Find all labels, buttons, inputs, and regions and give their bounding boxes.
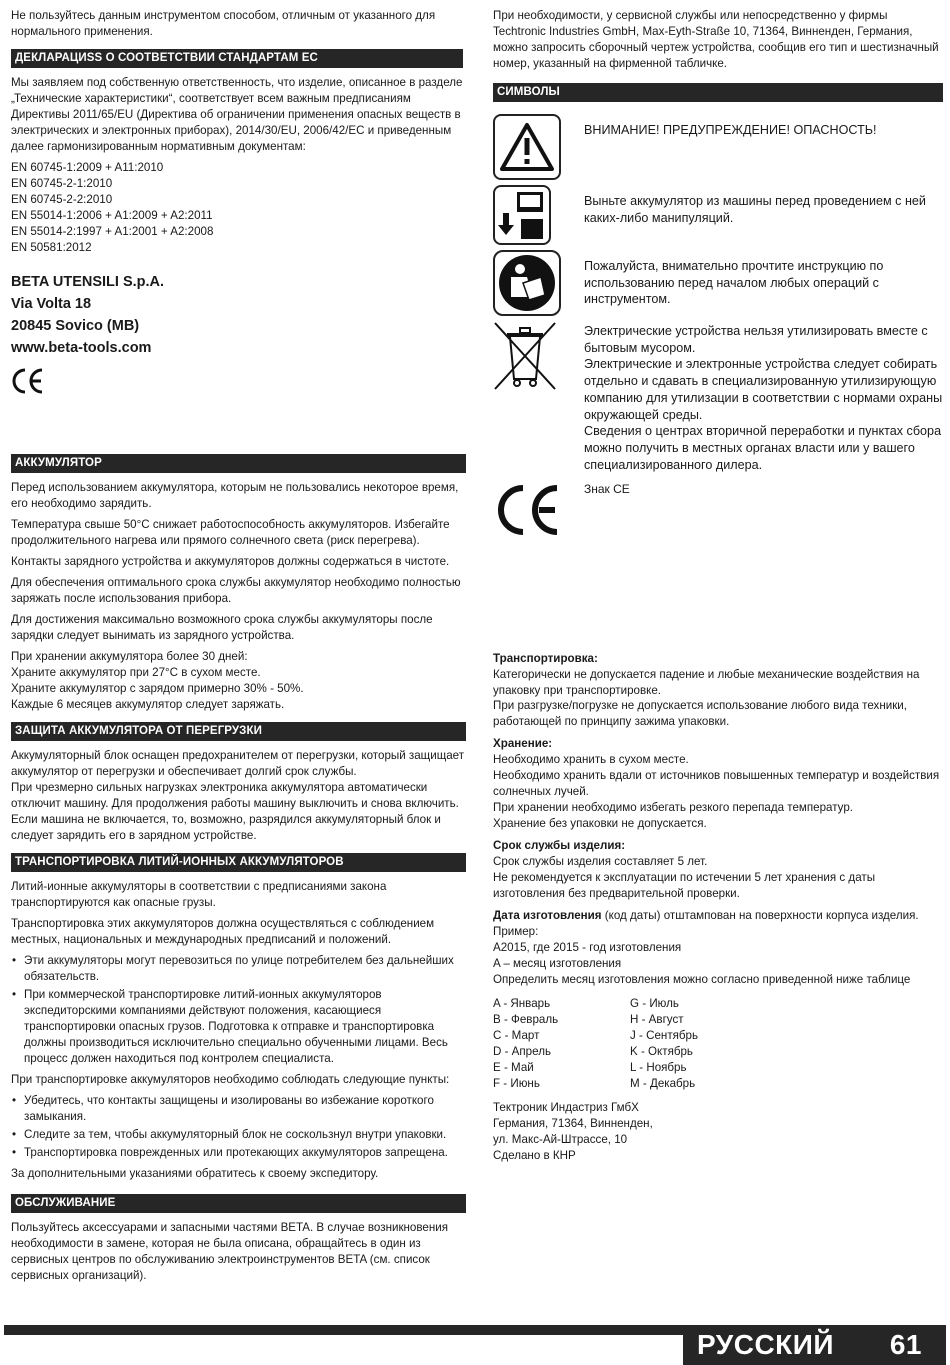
manufacture-date-block	[493, 908, 943, 988]
storage-line: При хранении аккумулятора более 30 дней:	[11, 650, 248, 664]
crossed-bin-icon	[493, 321, 563, 474]
list-item: • Эти аккумуляторы могут перевозиться по улице потребителем без дальнейших обязательств.	[11, 953, 466, 985]
transport-paragraph: За дополнительными указаниями обратитесь к своему экспедитору.	[11, 1166, 379, 1180]
right-column	[493, 8, 943, 1164]
storage-line: Хранение без упаковки не допускается.	[493, 817, 707, 831]
battery-paragraph: Контакты зарядного устройства и аккумуляторов должны содержаться в чистоте.	[11, 555, 450, 569]
standard-item: EN 60745-2-1:2010	[11, 177, 113, 190]
symbol-text-block	[563, 321, 943, 474]
month-code: H - Август	[630, 1013, 684, 1027]
month-code: F - Июнь	[493, 1077, 540, 1091]
section-header-symbols: СИМВОЛЫ	[493, 83, 943, 102]
storage-line: Каждые 6 месяцев аккумулятор следует заряжать.	[11, 698, 285, 712]
month-code: M - Декабрь	[630, 1077, 696, 1091]
transport-paragraph: Литий-ионные аккумуляторы в соответствии с предписаниями закона транспортируются как опасные грузы.	[11, 879, 387, 909]
month-code: G - Июль	[630, 997, 679, 1011]
standard-item: EN 50581:2012	[11, 241, 92, 255]
section-header-overload: ЗАЩИТА АККУМУЛЯТОРА ОТ ПЕРЕГРУЗКИ	[11, 722, 466, 741]
remove-battery-icon	[493, 185, 551, 245]
footer-language-tab	[683, 1325, 946, 1365]
battery-paragraph: Для обеспечения оптимального срока службы аккумулятор необходимо полностью заряжать после использования прибора.	[11, 576, 461, 606]
manufacturer-address	[493, 1100, 943, 1164]
date-title: Дата изготовления	[493, 909, 602, 923]
month-code: C - Март	[493, 1029, 540, 1043]
month-code-table	[493, 996, 943, 1092]
date-line: Определить месяц изготовления можно согласно приведенной ниже таблице	[493, 973, 911, 987]
service-drawing-text: При необходимости, у сервисной службы или непосредственно у фирмы Techtronic Industries GmbH, Max-Eyth-Straße 10, 71364, Винненден, Германия, можно запросить сборочный чертеж устройства, сообщив его тип и шестизначный номер, указанный на фирменной табличке.	[493, 9, 939, 70]
transport-bullets-2	[11, 1093, 466, 1161]
list-item: • Следите за тем, чтобы аккумуляторный блок не соскользнул внутри упаковки.	[11, 1127, 466, 1143]
intro-text: Не пользуйтесь данным инструментом способом, отличным от указанного для нормального применения.	[11, 9, 436, 38]
symbol-text: Электрические и электронные устройства следует собирать отдельно и сдавать в специализированную утилизирующую компанию для утилизации в соответствии с нормами охраны окружающей среды.	[584, 357, 943, 422]
maker-line: Тектроник Индастриз ГмбХ	[493, 1101, 639, 1115]
date-line: Пример:	[493, 925, 539, 939]
storage-line: Необходимо хранить вдали от источников повышенных температур и воздействия солнечных лучей.	[493, 769, 940, 799]
symbol-row	[493, 250, 943, 316]
overload-text-2: При чрезмерно сильных нагрузках электроника аккумулятора автоматически отключит машину. Для продолжения работы машину выключить и снова включить. Если машина не включается, то, возможно, разрядился аккумуляторный блок и следует зарядить его в зарядном устройстве.	[11, 780, 459, 842]
date-rest: (код даты) отштампован на поверхности корпуса изделия.	[601, 909, 919, 923]
battery-paragraph: Перед использованием аккумулятора, которым не пользовались некоторое время, его необходимо зарядить.	[11, 481, 459, 511]
date-line: A – месяц изготовления	[493, 957, 622, 971]
symbol-text: Электрические устройства нельзя утилизировать вместе с бытовым мусором.	[584, 323, 928, 355]
russian-certification-block	[493, 651, 943, 1165]
month-code: J - Сентябрь	[630, 1029, 699, 1043]
section-header-battery: АККУМУЛЯТОР	[11, 454, 466, 473]
section-header-transport: ТРАНСПОРТИРОВКА ЛИТИЙ-ИОННЫХ АККУМУЛЯТОРОВ	[11, 853, 466, 872]
standard-item: EN 55014-1:2006 + A1:2009 + A2:2011	[11, 209, 213, 223]
section-header-service: ОБСЛУЖИВАНИЕ	[11, 1194, 466, 1213]
month-code: E - Май	[493, 1061, 534, 1075]
ce-mark-icon	[11, 367, 466, 400]
symbol-text: Сведения о центрах вторичной переработки и пунктах сбора можно получить в местных органах власти или у вашего специализированного дилера.	[584, 424, 942, 472]
battery-storage-block	[11, 649, 466, 713]
address-line: Via Volta 18	[11, 295, 92, 312]
symbol-row	[493, 185, 943, 245]
address-line: www.beta-tools.com	[11, 340, 152, 357]
transport-paragraph: Транспортировка этих аккумуляторов должна осуществляться с соблюдением местных, национальных и международных предписаний и положений.	[11, 916, 435, 946]
date-line: A2015, где 2015 - год изготовления	[493, 941, 682, 955]
symbol-text: Пожалуйста, внимательно прочтите инструкцию по использованию перед началом любых операций с инструментом.	[584, 258, 884, 307]
left-column	[11, 8, 466, 1289]
transport-paragraph: При транспортировке аккумуляторов необходимо соблюдать следующие пункты:	[11, 1072, 450, 1086]
standards-list	[11, 160, 466, 257]
month-code: A - Январь	[493, 997, 551, 1011]
storage-line: Храните аккумулятор с зарядом примерно 30% - 50%.	[11, 682, 304, 696]
company-address	[11, 271, 466, 360]
standard-item: EN 55014-2:1997 + A1:2001 + A2:2008	[11, 225, 214, 239]
standard-item: EN 60745-2-2:2010	[11, 193, 113, 207]
standard-item: EN 60745-1:2009 + A11:2010	[11, 160, 164, 174]
symbol-text: Выньте аккумулятор из машины перед проведением с ней каких-либо манипуляций.	[584, 193, 926, 225]
maker-line: Германия, 71364, Винненден,	[493, 1117, 653, 1131]
overload-text: Аккумуляторный блок оснащен предохранителем от перегрузки, который защищает аккумулятор от перегрузки и обеспечивает долгий срок службы.	[11, 749, 465, 778]
storage-title: Хранение:	[493, 737, 553, 751]
storage-line: При хранении необходимо избегать резкого перепада температур.	[493, 801, 854, 815]
lifetime-title: Срок службы изделия:	[493, 839, 626, 853]
maker-line: ул. Макс-Ай-Штрассе, 10	[493, 1133, 628, 1147]
address-line: 20845 Sovico (MB)	[11, 317, 140, 334]
lifetime-line: Не рекомендуется к эксплуатации по истечении 5 лет хранения с даты изготовления без предварительной проверки.	[493, 871, 876, 901]
month-code: D - Апрель	[493, 1045, 552, 1059]
transport-block	[493, 651, 943, 731]
month-code: B - Февраль	[493, 1013, 559, 1027]
symbol-row	[493, 321, 943, 474]
ce-mark-icon	[493, 482, 563, 543]
page-number: 61	[889, 1329, 922, 1360]
symbol-row	[493, 482, 943, 543]
transport-bullets	[11, 953, 466, 1067]
transport-title: Транспортировка:	[493, 651, 598, 665]
section-header-declaration: ДЕКЛАРАЦИSS О СООТВЕТСТВИИ СТАНДАРТАМ ЕС	[11, 49, 463, 68]
symbol-text: ВНИМАНИЕ! ПРЕДУПРЕЖДЕНИЕ! ОПАСНОСТЬ!	[584, 122, 877, 137]
footer-language: РУССКИЙ	[697, 1329, 835, 1360]
symbol-row	[493, 114, 943, 180]
symbol-text: Знак CE	[584, 481, 630, 496]
list-item: • Убедитесь, что контакты защищены и изолированы во избежание короткого замыкания.	[11, 1093, 466, 1125]
storage-block	[493, 736, 943, 832]
transport-line: Категорически не допускается падение и любые механические воздействия на упаковку при транспортировке.	[493, 667, 920, 697]
list-item: • Транспортировка поврежденных или протекающих аккумуляторов запрещена.	[11, 1145, 466, 1161]
read-manual-icon	[493, 250, 561, 316]
month-code: K - Октябрь	[630, 1045, 693, 1059]
battery-paragraph: Температура свыше 50°C снижает работоспособность аккумуляторов. Избегайте продолжительного нагрева или прямого солнечного света (риск перегрева).	[11, 518, 450, 548]
lifetime-block	[493, 838, 943, 902]
month-code: L - Ноябрь	[630, 1061, 687, 1075]
service-text: Пользуйтесь аксессуарами и запасными частями BETA. В случае возникновения необходимости в замене, которая не была описана, обращайтесь в один из сервисных центров по обслуживанию электроинструментов BETA (см. список сервисных организаций).	[11, 1220, 449, 1282]
list-item: • При коммерческой транспортировке литий-ионных аккумуляторов экспедиторскими компаниями действуют положения, касающиеся транспортировки опасных грузов. Подготовка к отправке и транспортировка должны производиться исключительно специально обученными лицами. Весь процесс должен находиться под контролем специалиста.	[11, 987, 466, 1067]
storage-line: Храните аккумулятор при 27°C в сухом месте.	[11, 666, 261, 680]
declaration-text: Мы заявляем под собственную ответственность, что изделие, описанное в разделе „Технические характеристики“, соответствует всем важным предписаниям Директивы 2011/65/EU (Директива об ограничении применения опасных веществ в электрических и электронных приборах), 2014/30/EU, 2006/42/EC и приведенным далее гармонизированным нормативным документам:	[11, 75, 463, 153]
transport-line: При разгрузке/погрузке не допускается использование любого вида техники, работающей по принципу зажима упаковки.	[493, 699, 907, 729]
warning-triangle-icon	[493, 114, 561, 180]
battery-paragraph: Для достижения максимально возможного срока службы аккумуляторы после зарядки следует вынимать из зарядного устройства.	[11, 613, 433, 643]
maker-line: Сделано в КНР	[493, 1149, 576, 1163]
address-line: BETA UTENSILI S.p.A.	[11, 273, 165, 290]
storage-line: Необходимо хранить в сухом месте.	[493, 753, 689, 767]
lifetime-line: Срок службы изделия составляет 5 лет.	[493, 855, 708, 869]
